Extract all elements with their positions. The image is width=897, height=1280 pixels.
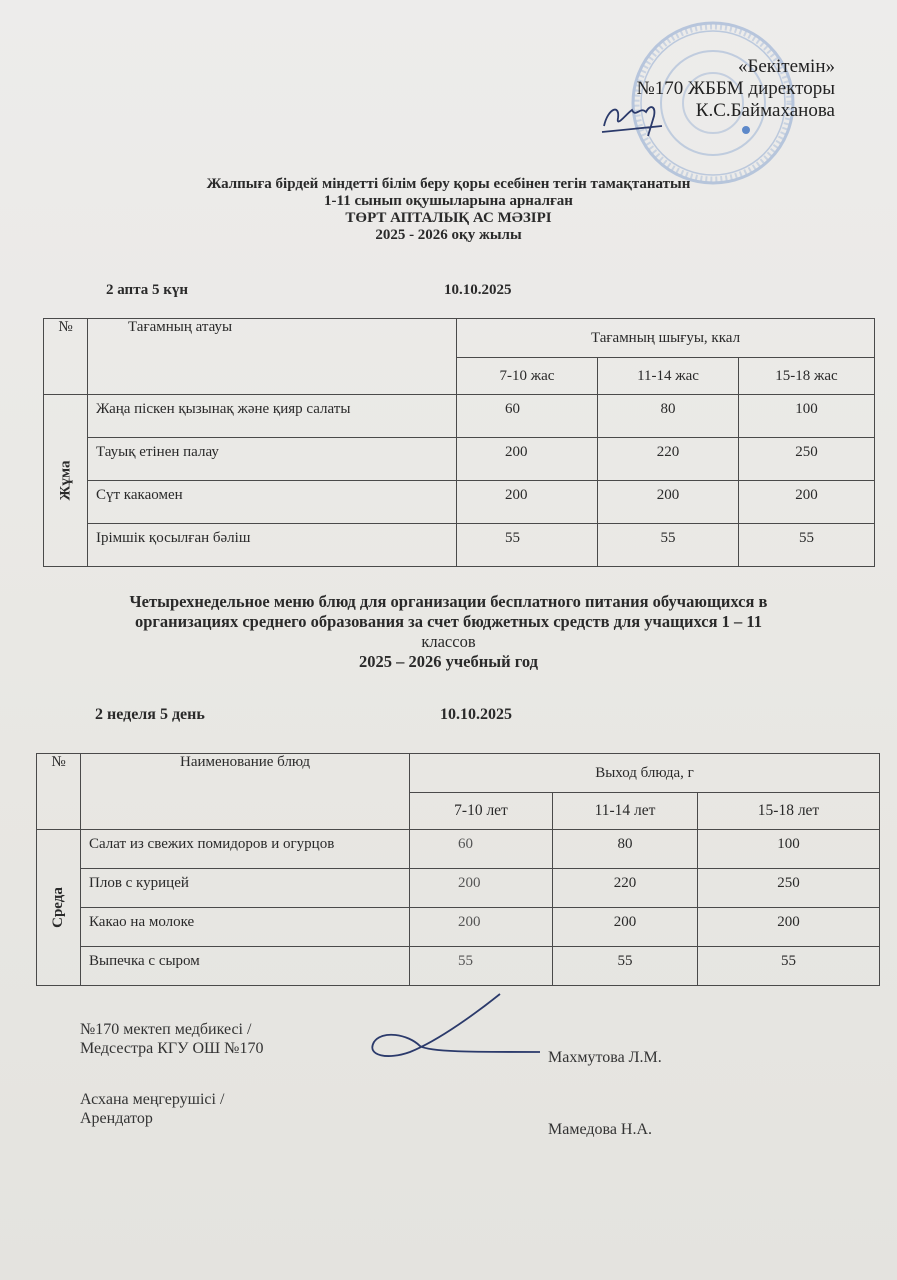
num-header: № xyxy=(37,754,81,830)
value-cell: 250 xyxy=(698,869,880,908)
group-header: Тағамның шығуы, ккал xyxy=(457,319,875,358)
value-cell: 200 xyxy=(698,908,880,947)
canteen-role-line: Арендатор xyxy=(80,1110,153,1127)
kazakh-date: 10.10.2025 xyxy=(444,282,512,298)
canteen-role-line: Асхана меңгерушісі / xyxy=(80,1091,225,1108)
value-cell: 200 xyxy=(410,908,553,947)
table-row xyxy=(37,947,880,986)
table-row xyxy=(44,481,875,524)
value-cell: 200 xyxy=(739,481,875,524)
age-header: 7-10 лет xyxy=(410,793,553,830)
russian-week-day: 2 неделя 5 день xyxy=(95,706,205,723)
name-header: Тағамның атауы xyxy=(88,319,457,395)
value-cell: 220 xyxy=(598,438,739,481)
value-cell: 200 xyxy=(457,481,598,524)
kazakh-title xyxy=(0,176,897,244)
approval-title: «Бекітемін» xyxy=(737,56,835,77)
num-header: № xyxy=(44,319,88,395)
value-cell: 80 xyxy=(553,830,698,869)
dish-name: Выпечка с сыром xyxy=(81,947,410,986)
russian-title-line: 2025 – 2026 учебный год xyxy=(359,652,538,671)
dish-name: Какао на молоке xyxy=(81,908,410,947)
dish-name: Плов с курицей xyxy=(81,869,410,908)
value-cell: 100 xyxy=(698,830,880,869)
kazakh-week-day: 2 апта 5 күн xyxy=(106,282,189,298)
approval-name: К.С.Баймаханова xyxy=(695,100,835,121)
nurse-role-line: №170 мектеп медбикесі / xyxy=(80,1021,252,1038)
value-cell: 55 xyxy=(698,947,880,986)
dish-name: Сүт какаомен xyxy=(88,481,457,524)
value-cell: 220 xyxy=(553,869,698,908)
dish-name: Ірімшік қосылған бәліш xyxy=(88,524,457,567)
canteen-role xyxy=(80,1090,224,1128)
value-cell: 60 xyxy=(410,830,553,869)
value-cell: 55 xyxy=(739,524,875,567)
value-cell: 80 xyxy=(598,395,739,438)
table-row xyxy=(37,908,880,947)
age-header: 7-10 жас xyxy=(457,358,598,395)
kazakh-title-line: 2025 - 2026 оқу жылы xyxy=(375,227,522,243)
kazakh-menu-table xyxy=(43,318,875,567)
day-label: Жұма xyxy=(56,460,73,501)
value-cell: 200 xyxy=(553,908,698,947)
age-header: 15-18 лет xyxy=(698,793,880,830)
table-row xyxy=(44,524,875,567)
nurse-signature-icon xyxy=(360,990,545,1065)
nurse-name: Махмутова Л.М. xyxy=(548,1049,662,1066)
table-row xyxy=(44,395,875,438)
table-row xyxy=(37,830,880,869)
value-cell: 100 xyxy=(739,395,875,438)
value-cell: 55 xyxy=(598,524,739,567)
day-label-cell xyxy=(44,395,88,567)
value-cell: 55 xyxy=(553,947,698,986)
dish-name: Тауық етінен палау xyxy=(88,438,457,481)
kazakh-title-line: 1-11 сынып оқушыларына арналған xyxy=(324,193,573,209)
dish-name: Жаңа піскен қызынақ және қияр салаты xyxy=(88,395,457,438)
age-header: 11-14 жас xyxy=(598,358,739,395)
russian-date: 10.10.2025 xyxy=(440,706,512,723)
age-header: 15-18 жас xyxy=(739,358,875,395)
day-label: Среда xyxy=(49,887,66,928)
age-header: 11-14 лет xyxy=(553,793,698,830)
russian-title-line: организациях среднего образования за счет бюджетных средств для учащихся 1 – 11 xyxy=(134,612,762,631)
name-header: Наименование блюд xyxy=(81,754,410,830)
value-cell: 55 xyxy=(410,947,553,986)
kazakh-title-line: ТӨРТ АПТАЛЫҚ АС МӘЗІРІ xyxy=(345,210,552,226)
russian-title-line: классов xyxy=(421,632,476,651)
value-cell: 250 xyxy=(739,438,875,481)
approval-position: №170 ЖББМ директоры xyxy=(636,78,835,99)
table-row xyxy=(37,869,880,908)
group-header: Выход блюда, г xyxy=(410,754,880,793)
table-row xyxy=(44,438,875,481)
nurse-role xyxy=(80,1020,263,1058)
kazakh-title-line: Жалпыға бірдей міндетті білім беру қоры есебінен тегін тамақтанатын xyxy=(206,176,691,192)
canteen-name: Мамедова Н.А. xyxy=(548,1121,653,1138)
nurse-role-line: Медсестра КГУ ОШ №170 xyxy=(80,1040,264,1057)
day-label-cell xyxy=(37,830,81,986)
value-cell: 200 xyxy=(598,481,739,524)
russian-title xyxy=(0,592,897,672)
value-cell: 200 xyxy=(457,438,598,481)
value-cell: 60 xyxy=(457,395,598,438)
dish-name: Салат из свежих помидоров и огурцов xyxy=(81,830,410,869)
russian-title-line: Четырехнедельное меню блюд для организации бесплатного питания обучающихся в xyxy=(129,592,768,611)
value-cell: 55 xyxy=(457,524,598,567)
director-signature-icon xyxy=(598,96,670,140)
russian-menu-table xyxy=(36,753,880,986)
value-cell: 200 xyxy=(410,869,553,908)
